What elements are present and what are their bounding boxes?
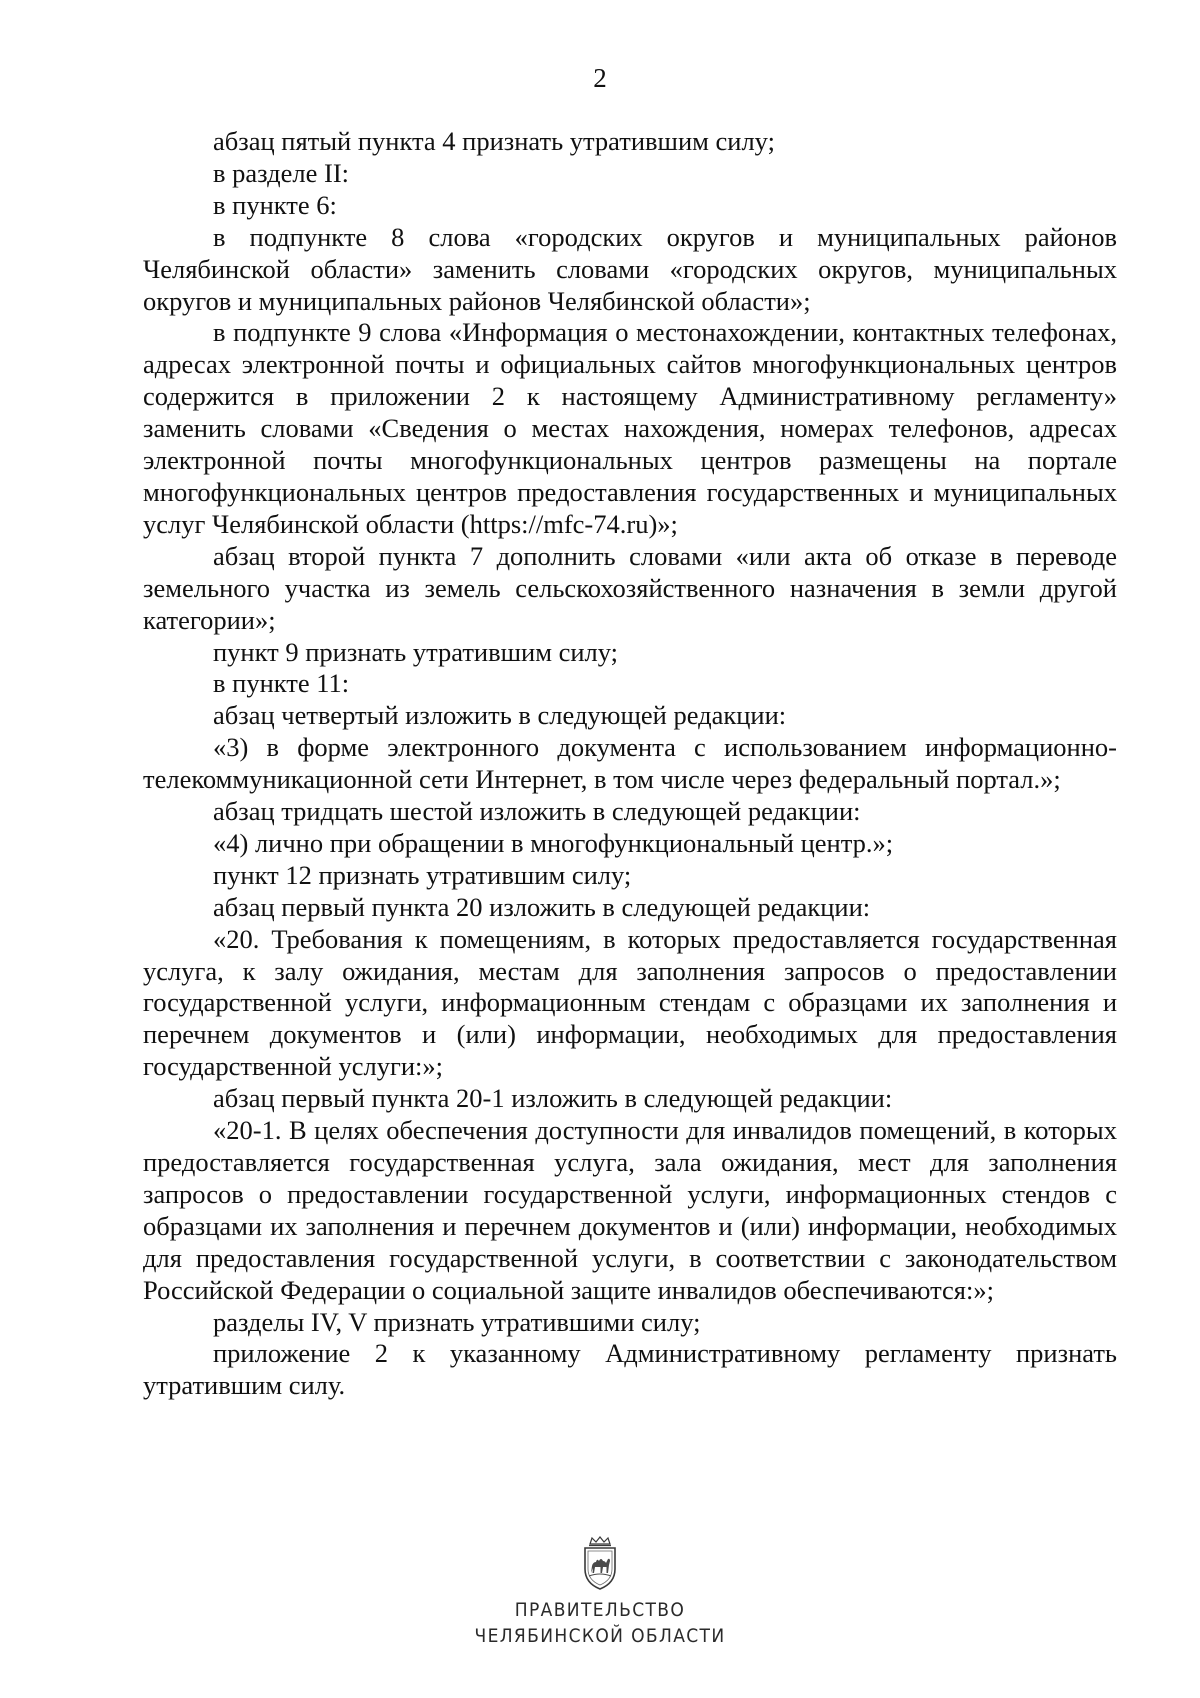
paragraph: абзац первый пункта 20 изложить в следующей редакции: [213, 891, 871, 922]
paragraph: абзац второй пункта 7 дополнить словами «или акта об отказе в переводе земельного участка из земель сельскохозяйственного назначения в земли другой категории»; [143, 540, 1117, 635]
paragraph: в разделе II: [213, 157, 350, 188]
paragraph: пункт 9 признать утратившим силу; [213, 636, 619, 667]
paragraph: в пункте 11: [213, 668, 350, 699]
government-seal-footer [0, 1535, 1200, 1649]
paragraph: «20-1. В целях обеспечения доступности для инвалидов помещений, в которых предоставляется государственная услуга, зала ожидания, мест для заполнения запросов о предоставлении государственной услуги, информационных стендов с образцами их заполнения и перечнем документов и (или) информации, необходимых для предоставления государственной услуги, в соответствии с законодательством Российской Федерации о социальной защите инвалидов обеспечиваются:»; [143, 1115, 1117, 1305]
paragraph: «4) лично при обращении в многофункциональный центр.»; [213, 827, 894, 858]
paragraph: абзац четвертый изложить в следующей редакции: [213, 700, 787, 731]
paragraph: абзац тридцать шестой изложить в следующей редакции: [213, 796, 861, 827]
paragraph: в подпункте 8 слова «городских округов и муниципальных районов Челябинской области» заменить словами «городских округов, муниципальных округов и муниципальных районов Челябинской области»; [143, 221, 1117, 316]
paragraph: «20. Требования к помещениям, в которых предоставляется государственная услуга, к залу ожидания, местам для заполнения запросов о предоставлении государственной услуги, информационным стендам с образцами их заполнения и перечнем документов и (или) информации, необходимых для предоставления государственной услуги:»; [143, 923, 1117, 1082]
paragraph: абзац пятый пункта 4 признать утратившим силу; [213, 126, 775, 156]
paragraph: пункт 12 признать утратившим силу; [213, 859, 632, 890]
page-number: 2 [593, 63, 607, 93]
paragraph: абзац первый пункта 20-1 изложить в следующей редакции: [213, 1083, 893, 1114]
paragraph: в подпункте 9 слова «Информация о местонахождении, контактных телефонах, адресах электронной почты и официальных сайтов многофункциональных центров содержится в приложении 2 к настоящему Административному регламенту» заменить словами «Сведения о местах нахождения, номерах телефонов, адресах электронной почты многофункциональных центров размещены на портале многофункциональных центров предоставления государственных и муниципальных услуг Челябинской области (https://mfc-74.ru)»; [143, 317, 1117, 539]
government-name-line-1: ПРАВИТЕЛЬСТВО [514, 1599, 686, 1621]
paragraph: разделы IV, V признать утратившими силу; [213, 1306, 701, 1337]
paragraph: в пункте 6: [213, 189, 337, 220]
coat-of-arms-icon [577, 1535, 623, 1591]
paragraph: приложение 2 к указанному Административному регламенту признать утратившим силу. [143, 1338, 1117, 1401]
document-body [143, 126, 1117, 1402]
paragraph: «3) в форме электронного документа с использованием информационно-телекоммуникационной сети Интернет, в том числе через федеральный портал.»; [143, 732, 1117, 795]
government-name-line-2: ЧЕЛЯБИНСКОЙ ОБЛАСТИ [474, 1625, 726, 1647]
